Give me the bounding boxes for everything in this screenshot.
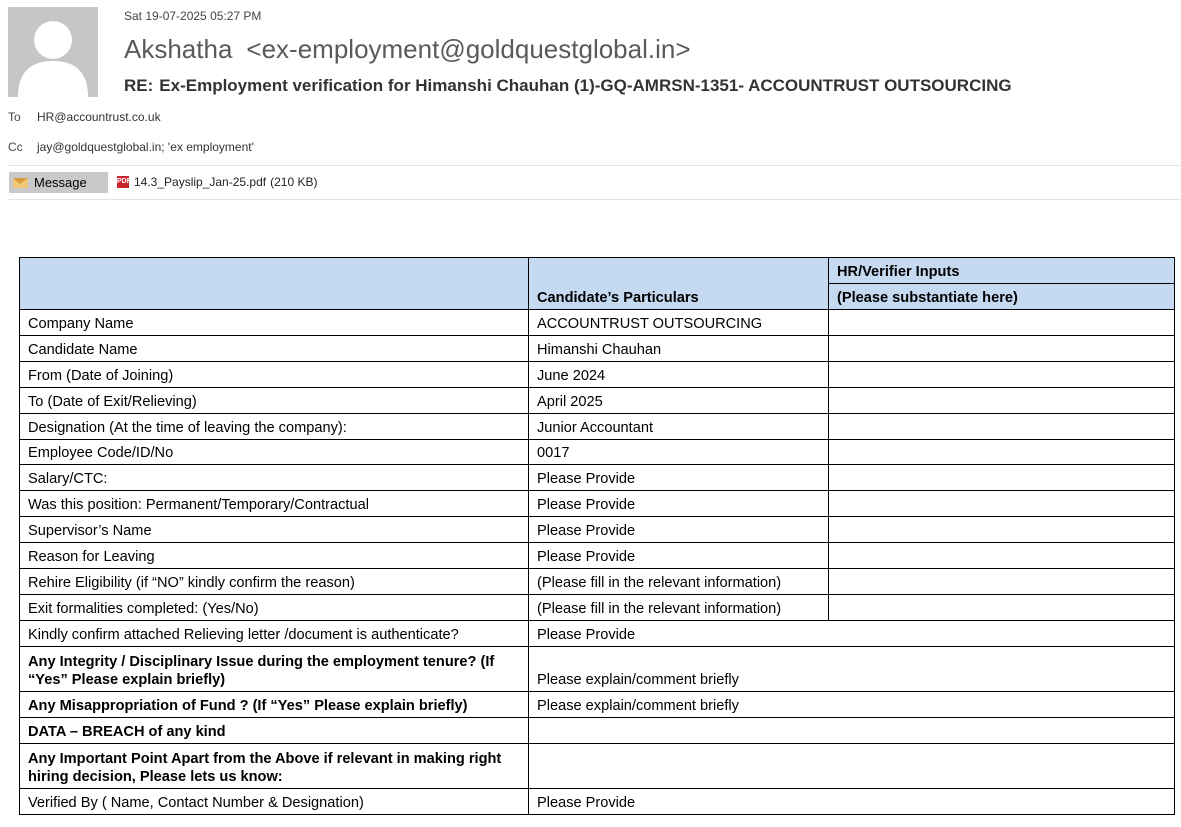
row-value: (Please fill in the relevant information) [529, 595, 829, 621]
cc-recipients[interactable]: jay@goldquestglobal.in; 'ex employment' [37, 140, 254, 154]
table-row [20, 595, 1175, 621]
to-label: To [8, 110, 21, 124]
row-label: Any Integrity / Disciplinary Issue during the employment tenure? (If “Yes” Please explain briefly) [20, 647, 529, 692]
row-label: Reason for Leaving [20, 543, 529, 569]
divider [8, 199, 1181, 200]
sender-name: Akshatha [124, 34, 233, 64]
header-hr-verifier-inputs: HR/Verifier Inputs [829, 258, 1175, 284]
verifier-input-cell[interactable] [829, 543, 1175, 569]
verifier-input-cell[interactable] [829, 362, 1175, 388]
row-label: Was this position: Permanent/Temporary/Contractual [20, 491, 529, 517]
table-row [20, 744, 1175, 789]
row-label: Supervisor’s Name [20, 517, 529, 543]
row-value: Please Provide [529, 789, 1175, 815]
table-row [20, 718, 1175, 744]
row-value: Please Provide [529, 465, 829, 491]
subject-text: Ex-Employment verification for Himanshi Chauhan (1)-GQ-AMRSN-1351- ACCOUNTRUST OUTSOURCING [159, 76, 1012, 95]
person-icon [8, 7, 98, 97]
table-row [20, 336, 1175, 362]
table-row [20, 569, 1175, 595]
row-label: From (Date of Joining) [20, 362, 529, 388]
table-row [20, 362, 1175, 388]
row-value: Please explain/comment briefly [529, 692, 1175, 718]
verifier-input-cell[interactable] [829, 414, 1175, 440]
row-label: Salary/CTC: [20, 465, 529, 491]
row-label: Verified By ( Name, Contact Number & Designation) [20, 789, 529, 815]
message-tab[interactable] [9, 172, 108, 193]
row-value: Himanshi Chauhan [529, 336, 829, 362]
row-label: Candidate Name [20, 336, 529, 362]
attachment-name: 14.3_Payslip_Jan-25.pdf [134, 175, 267, 189]
header-candidate-particulars: Candidate’s Particulars [529, 258, 829, 310]
to-recipient[interactable]: HR@accountrust.co.uk [37, 110, 161, 124]
envelope-icon [13, 178, 28, 188]
row-label: Exit formalities completed: (Yes/No) [20, 595, 529, 621]
sender-avatar [8, 7, 98, 97]
row-label: Employee Code/ID/No [20, 440, 529, 465]
table-row [20, 621, 1175, 647]
row-value: (Please fill in the relevant information) [529, 569, 829, 595]
row-value [529, 744, 1175, 789]
table-row [20, 310, 1175, 336]
table-row [20, 414, 1175, 440]
verifier-input-cell[interactable] [829, 517, 1175, 543]
row-value: Please Provide [529, 543, 829, 569]
cc-label: Cc [8, 140, 23, 154]
table-row [20, 491, 1175, 517]
sender[interactable] [124, 34, 691, 65]
row-value: April 2025 [529, 388, 829, 414]
row-label: Any Important Point Apart from the Above if relevant in making right hiring decision, Please lets us know: [20, 744, 529, 789]
row-label: Company Name [20, 310, 529, 336]
verifier-input-cell[interactable] [829, 388, 1175, 414]
table-row [20, 388, 1175, 414]
row-value: Please explain/comment briefly [529, 647, 1175, 692]
row-value: Please Provide [529, 517, 829, 543]
email-subject [124, 76, 1012, 96]
row-value [529, 718, 1175, 744]
table-row [20, 543, 1175, 569]
pdf-icon: PDF [117, 176, 129, 188]
header-blank-cell [20, 258, 529, 310]
row-label: Any Misappropriation of Fund ? (If “Yes” Please explain briefly) [20, 692, 529, 718]
table-row [20, 517, 1175, 543]
table-row [20, 440, 1175, 465]
divider [8, 165, 1181, 166]
row-label: To (Date of Exit/Relieving) [20, 388, 529, 414]
verifier-input-cell[interactable] [829, 569, 1175, 595]
verifier-input-cell[interactable] [829, 310, 1175, 336]
row-value: Junior Accountant [529, 414, 829, 440]
verification-table [19, 257, 1175, 815]
verifier-input-cell[interactable] [829, 595, 1175, 621]
row-value: ACCOUNTRUST OUTSOURCING [529, 310, 829, 336]
table-row [20, 789, 1175, 815]
row-value: 0017 [529, 440, 829, 465]
sender-email: <ex-employment@goldquestglobal.in> [246, 34, 691, 64]
subject-prefix: RE: [124, 76, 154, 95]
row-label: Kindly confirm attached Relieving letter /document is authenticate? [20, 621, 529, 647]
row-value: June 2024 [529, 362, 829, 388]
attachment[interactable] [117, 175, 317, 189]
row-label: Designation (At the time of leaving the company): [20, 414, 529, 440]
verifier-input-cell[interactable] [829, 336, 1175, 362]
sent-date: Sat 19-07-2025 05:27 PM [124, 9, 262, 23]
message-tab-label: Message [34, 175, 87, 190]
table-row [20, 692, 1175, 718]
row-label: Rehire Eligibility (if “NO” kindly confirm the reason) [20, 569, 529, 595]
attachment-size: (210 KB) [270, 175, 318, 189]
verifier-input-cell[interactable] [829, 491, 1175, 517]
table-row [20, 465, 1175, 491]
row-label: DATA – BREACH of any kind [20, 718, 529, 744]
verifier-input-cell[interactable] [829, 465, 1175, 491]
header-substantiate: (Please substantiate here) [829, 284, 1175, 310]
row-value: Please Provide [529, 621, 1175, 647]
verifier-input-cell[interactable] [829, 440, 1175, 465]
row-value: Please Provide [529, 491, 829, 517]
table-row [20, 647, 1175, 692]
